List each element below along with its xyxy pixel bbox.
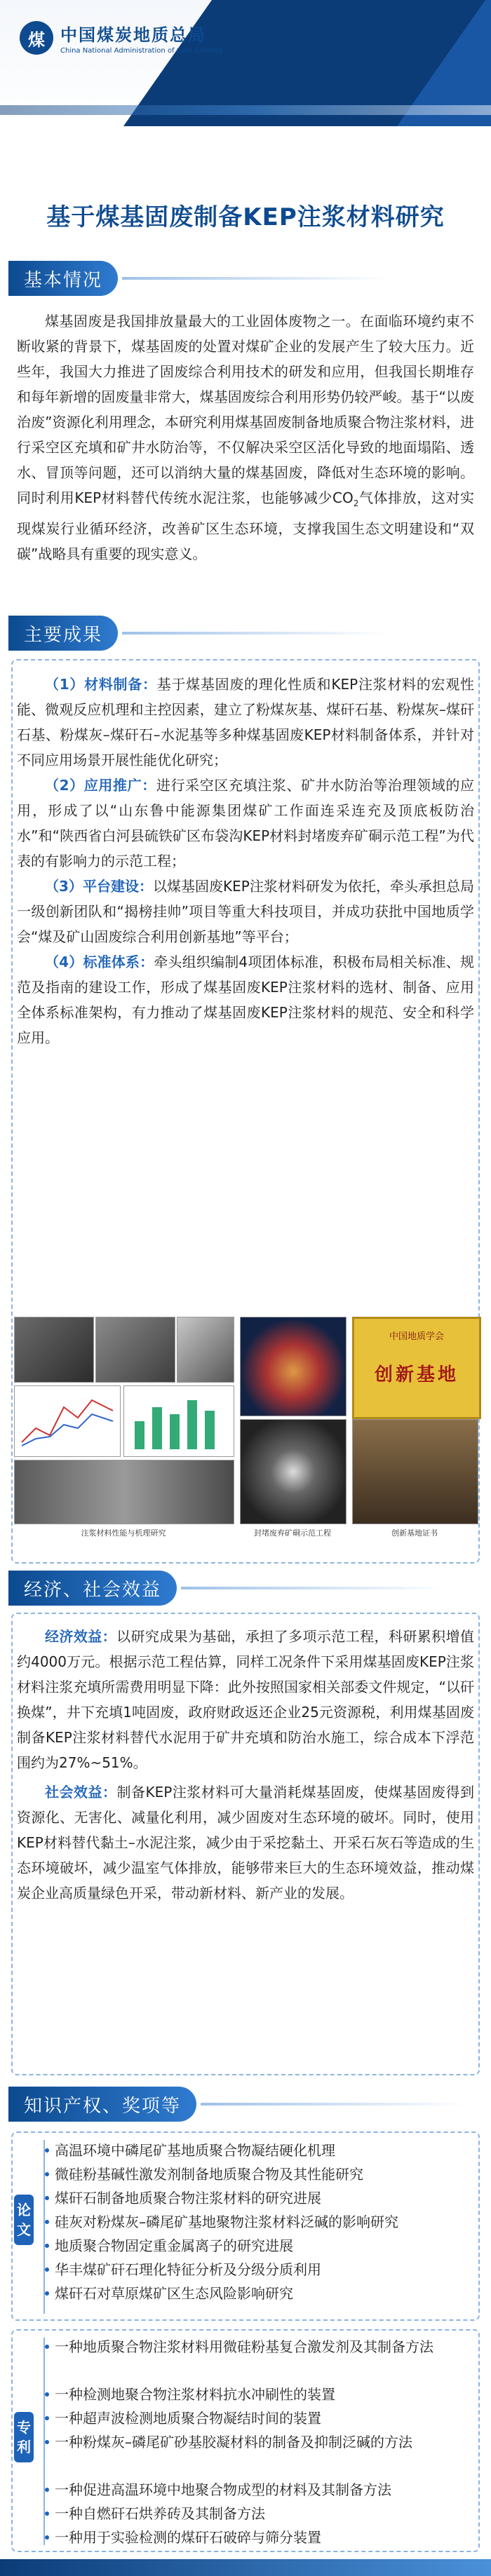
section-heading-benefits: 经济、社会效益: [8, 1571, 448, 1606]
patent-item: 一种用于实验检测的煤矸石破碎与筛分装置: [55, 2526, 471, 2549]
patent-item: 一种地质聚合物注浆材料用微硅粉基复合激发剂及其制备方法: [55, 2335, 471, 2359]
page-title: 基于煤基固废制备KEP注浆材料研究: [46, 203, 445, 231]
org-name-cn: 中国煤炭地质总局: [60, 25, 206, 45]
caption-base: 创新基地证书: [391, 1528, 438, 1538]
org-logo-icon: 煤: [20, 21, 53, 55]
patents-label: 专利: [14, 2412, 34, 2462]
patent-item: 一种促进高温环境中地聚合物成型的材料及其制备方法: [55, 2478, 471, 2502]
patent-item: 一种检测地聚合物注浆材料抗水冲刷性的装置: [55, 2382, 471, 2406]
paper-item: 高温环境中磷尾矿基地质聚合物凝结硬化机理: [55, 2138, 471, 2162]
patent-item: 一种超声波检测地质聚合物凝结时间的装置: [55, 2406, 471, 2430]
paper-item: 煤矸石对草原煤矿区生态风险影响研究: [55, 2282, 471, 2305]
header-stripe: [0, 105, 491, 115]
paper-item: 地质聚合物固定重金属离子的研究进展: [55, 2234, 471, 2258]
tunnel-photo: [240, 1419, 347, 1524]
result-material: （1）材料制备：基于煤基固废的理化性质和KEP注浆材料的宏观性能、微观反应机理和主控因素，建立了粉煤灰基、煤矸石基、粉煤灰–煤矸石基、粉煤灰–煤矸石–水泥基等多种煤基固废KEP材料制备体系，并针对不同应用场景开展性能优化研究；: [17, 676, 475, 768]
benefit-economic: 经济效益：以研究成果为基础，承担了多项示范工程，科研累积增值约4000万元。根据示范工程估算，同样工况条件下采用煤基固废KEP注浆材料注浆充填所需费用明显下降：此外按照国家相关部委文件规定，“以矸换煤”，井下充填1吨固废，政府财政返还企业25元资源税，利用煤基固废制备KEP注浆材料替代水泥用于矿井充填和防治水施工，综合成本下浮范围约为27%~51%。: [17, 1628, 475, 1771]
results-paragraphs: [17, 672, 474, 1050]
paper-item: 煤矸石制备地质聚合物注浆材料的研究进展: [55, 2186, 471, 2210]
chart-photo: [123, 1385, 234, 1457]
basic-paragraph: 煤基固废是我国排放量最大的工业固体废物之一。在面临环境约束不断收紧的背景下，煤基固废的处置对煤矿企业的发展产生了较大压力。近些年，我国大力推进了固废综合利用技术的研发和应用，但我国长期堆存和每年新增的固废量非常大，煤基固废综合利用形势仍较严峻。基于“以废治废”资源化利用理念，本研究利用煤基固废制备地质聚合物注浆材料，进行采空区充填和矿井水防治等，不仅解决采空区活化导致的地面塌陷、透水、冒顶等问题，还可以消纳大量的煤基固废，降低对生态环境的影响。同时利用KEP材料替代传统水泥注浆，也能够减少$CO_2$气体排放，这对实现煤炭行业循环经济，改善矿区生态环境，支撑我国生态文明建设和“双碳”战略具有重要的现实意义。: [17, 313, 475, 562]
sem-photo: [14, 1317, 94, 1383]
lab-photo: [14, 1460, 234, 1524]
result-application: （2）应用推广：进行采空区充填注浆、矿井水防治等治理领域的应用，形成了以“山东鲁中能源集团煤矿工作面连采连充及顶底板防治水”和“陕西省白河县硫铁矿区布袋沟KEP材料封堵废弃矿硐示范工程”为代表的有影响力的示范工程；: [17, 777, 474, 869]
tunnel-scan-photo: [240, 1317, 347, 1416]
patent-item: 一种自燃矸石烘养砖及其制备方法: [55, 2502, 471, 2526]
org-name-en: China National Administration of Coal Geology: [60, 47, 224, 55]
chart-photo: [14, 1385, 121, 1457]
paper-item: 华丰煤矿矸石理化特征分析及分级分质利用: [55, 2258, 471, 2282]
results-photo-collage: [14, 1317, 477, 1548]
caption-tunnel: 封堵废弃矿硐示范工程: [254, 1528, 331, 1538]
sem-photo: [95, 1317, 175, 1383]
patent-item: 一种粉煤灰–磷尾矿砂基胶凝材料的制备及抑制泛碱的方法: [55, 2430, 471, 2454]
paper-item: 微硅粉基碱性激发剂制备地质聚合物及其性能研究: [55, 2162, 471, 2186]
benefits-paragraphs: [17, 1624, 474, 1906]
section-heading-results: 主要成果: [8, 616, 389, 651]
caption-lab: 注浆材料性能与机理研究: [81, 1528, 166, 1538]
section-heading-ip: 知识产权、奖项等: [8, 2087, 467, 2122]
result-standards: （4）标准体系：牵头组织编制4项团体标准，积极布局相关标准、规范及指南的建设工作，形成了煤基固废KEP注浆材料的选材、制备、应用全体系标准架构，有力推动了煤基固废KEP注浆材料的规范、安全和科学应用。: [17, 954, 474, 1046]
site-photo: [352, 1419, 478, 1524]
benefit-social: 社会效益：制备KEP注浆材料可大量消耗煤基固废，使煤基固废得到资源化、无害化、减量化利用，减少固废对生态环境的破坏。同时，使用KEP材料替代黏土–水泥注浆，减少由于采挖黏土、开采石灰石等造成的生态环境破坏，减少温室气体排放，能够带来巨大的生态环境效益，推动煤炭企业高质量绿色开采，带动新材料、新产业的发展。: [17, 1784, 475, 1902]
innovation-base-plaque: 中国地质学会 创新基地: [352, 1317, 481, 1419]
org-logo: [20, 21, 223, 55]
paper-item: 硅灰对粉煤灰–磷尾矿基地聚物注浆材料泛碱的影响研究: [55, 2210, 471, 2234]
papers-label: 论文: [14, 2195, 34, 2245]
page-header: [0, 0, 491, 126]
result-platform: （3）平台建设：以煤基固废KEP注浆材料研发为依托，牵头承担总局一级创新团队和“揭榜挂帅”项目等重大科技项目，并成功获批中国地质学会“煤及矿山固废综合利用创新基地”等平台；: [17, 878, 475, 945]
sem-photo: [177, 1317, 234, 1383]
footer-bar: [0, 2559, 491, 2576]
section-heading-basic: 基本情况: [8, 261, 389, 296]
